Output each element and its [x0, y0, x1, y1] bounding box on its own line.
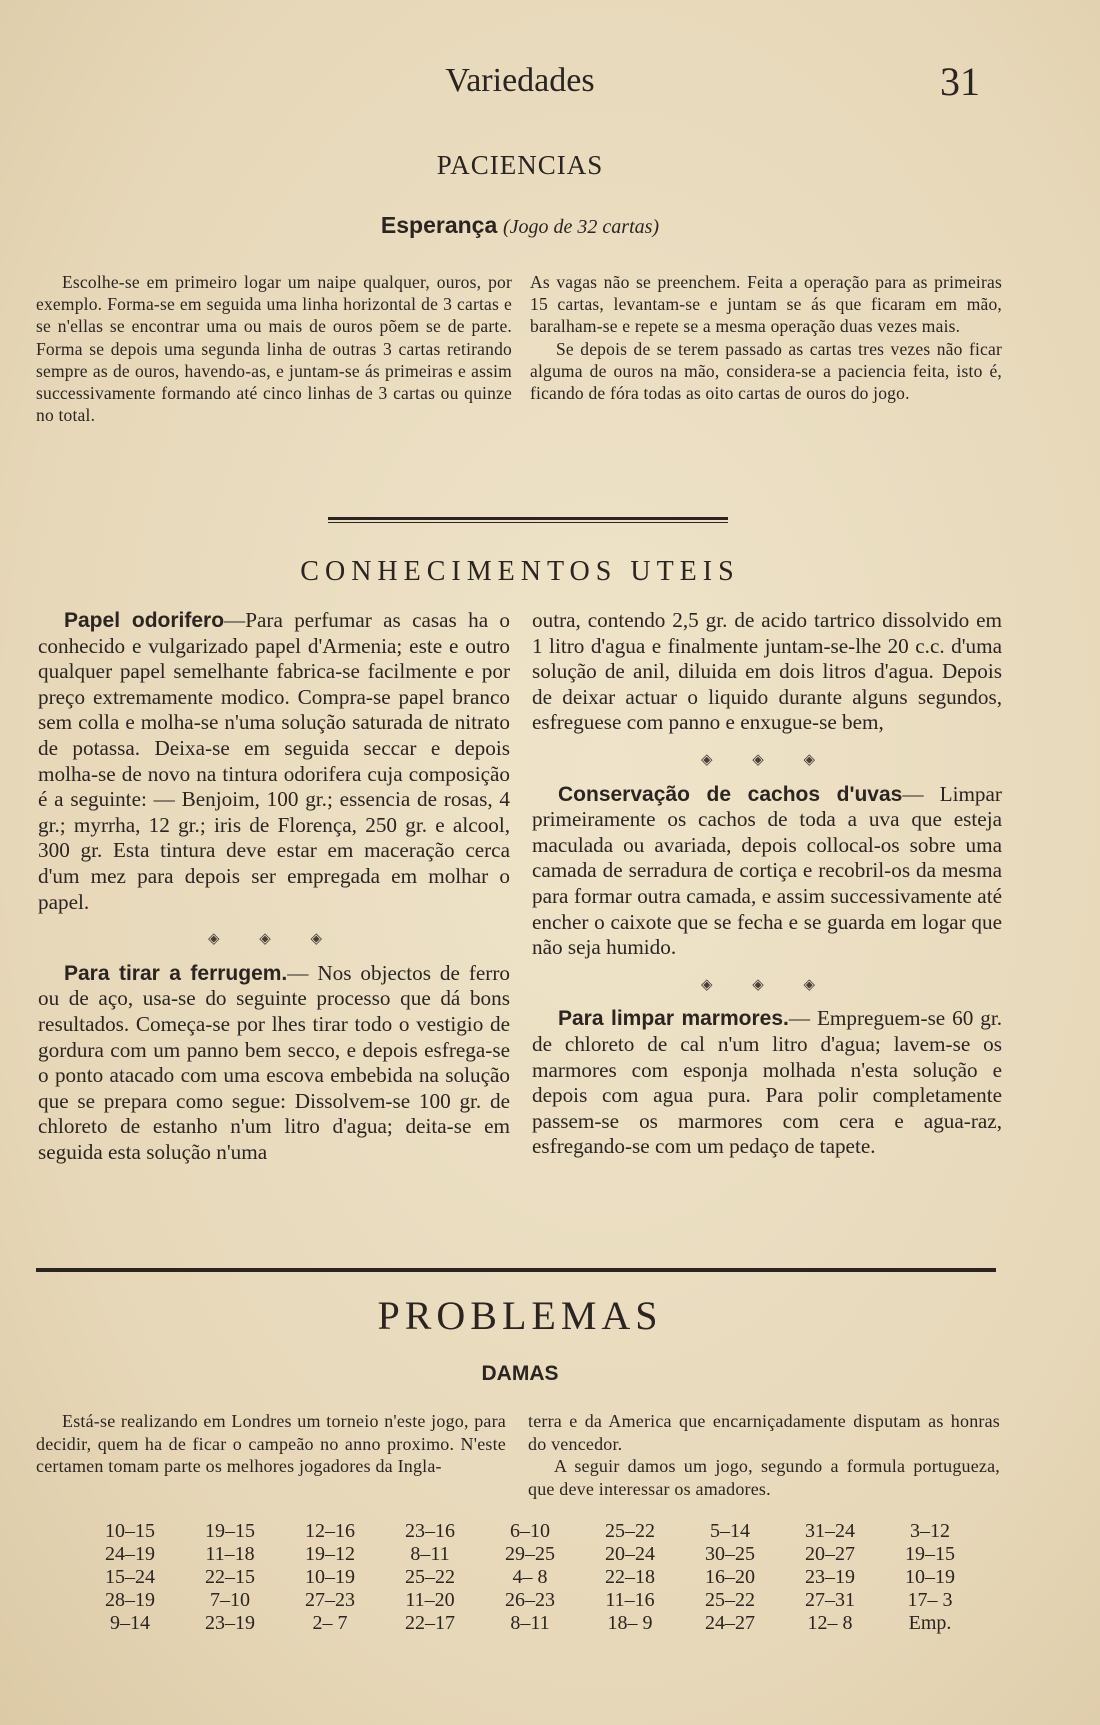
- move-cell: 27–31: [805, 1589, 855, 1611]
- ferrugem-heading: Para tirar a ferrugem.: [64, 961, 288, 985]
- move-cell: 9–14: [110, 1612, 150, 1634]
- papel-heading: Papel odorifero: [64, 609, 225, 632]
- move-cell: Emp.: [908, 1612, 952, 1634]
- move-cell: 6–10: [510, 1520, 550, 1542]
- paragraph: Está-se realizando em Londres um torneio n'este jogo, para decidir, quem ha de ficar o campeão no anno proximo. N'este certamen tomam parte os melhores jogadores da Ingla-: [36, 1411, 506, 1477]
- move-cell: 11–16: [605, 1589, 655, 1611]
- section-title-conhecimentos: CONHECIMENTOS UTEIS: [300, 556, 740, 587]
- marmores-paragraph: [532, 1006, 1002, 1160]
- page-number: 31: [940, 59, 980, 104]
- paragraph: Escolhe-se em primeiro logar um naipe qualquer, ouros, por exemplo. Forma-se em seguida uma linha horizontal de 3 cartas e se n'ellas se encontrar uma ou mais de ouros põem se de parte. Forma se depois uma segunda linha de outras 3 cartas retirando sempre as de ouros, havendo-as, e juntam-se ás primeiras e assim successivamente formando até cinco linhas de 3 cartas ou quinze no total.: [36, 272, 512, 426]
- ferrugem-paragraph: [38, 961, 510, 1166]
- ornament-divider: ◈ ◈ ◈: [207, 931, 341, 948]
- move-cell: 20–24: [605, 1543, 655, 1565]
- move-cell: 22–15: [205, 1566, 255, 1588]
- move-cell: 23–19: [805, 1566, 855, 1588]
- move-cell: 12– 8: [807, 1612, 853, 1634]
- move-cell: 15–24: [105, 1566, 155, 1588]
- move-cell: 23–19: [205, 1612, 255, 1634]
- section-divider-thick: [36, 1268, 996, 1272]
- moves-row: [80, 1612, 980, 1635]
- uvas-heading: Conservação de cachos d'uvas: [558, 782, 903, 806]
- ferrugem-text: — Nos objectos de ferro ou de aço, usa-se do seguinte processo que dá bons resultados. Começa-se por lhes tirar todo o vestigio de gordura com um panno bem secco, e depois esfrega-se o ponto atacado com uma escova embebida na solução que se prepara como segue: Dissolvem-se 100 gr. de chloreto de estanho n'um litro d'agua; deita-se em seguida esta solução n'uma: [38, 960, 510, 1164]
- move-cell: 29–25: [505, 1543, 555, 1565]
- ferrugem-continuation: outra, contendo 2,5 gr. de acido tartrico dissolvido em 1 litro d'agua e finalmente juntam-se-lhe 20 c.c. d'uma solução de anil, diluida em dois litros d'agua. Depois de deixar actuar o liquido durante alguns segundos, esfreguese com panno e enxugue-se bem,: [532, 608, 1002, 735]
- move-cell: 25–22: [405, 1566, 455, 1588]
- problemas-column-left: [36, 1410, 506, 1478]
- move-cell: 11–18: [205, 1543, 255, 1565]
- conhecimentos-column-right: [532, 608, 1002, 1160]
- move-cell: 22–18: [605, 1566, 655, 1588]
- move-cell: 20–27: [805, 1543, 855, 1565]
- papel-paragraph: [38, 608, 510, 915]
- move-cell: 25–22: [705, 1589, 755, 1611]
- subsection-title-esperanca: [0, 212, 1040, 239]
- move-cell: 5–14: [710, 1520, 750, 1542]
- move-cell: 3–12: [910, 1520, 950, 1542]
- move-cell: 28–19: [105, 1589, 155, 1611]
- conhecimentos-column-left: [38, 608, 510, 1165]
- moves-row: [80, 1589, 980, 1612]
- paragraph: A seguir damos um jogo, segundo a formula portugueza, que deve interessar os amadores.: [528, 1456, 1000, 1499]
- paciencias-column-right: [530, 271, 1002, 404]
- move-cell: 17– 3: [907, 1589, 953, 1611]
- move-cell: 25–22: [605, 1520, 655, 1542]
- move-cell: 10–15: [105, 1520, 155, 1542]
- move-cell: 23–16: [405, 1520, 455, 1542]
- running-header-title: Variedades: [445, 62, 595, 99]
- move-cell: 31–24: [805, 1520, 855, 1542]
- move-cell: 19–15: [205, 1520, 255, 1542]
- move-cell: 22–17: [405, 1612, 455, 1634]
- paragraph: As vagas não se preenchem. Feita a operação para as primeiras 15 cartas, levantam-se e juntam se ás que ficaram em mão, baralham-se e repete se a mesma operação duas vezes mais.: [530, 272, 1002, 337]
- papel-text: —Para perfumar as casas ha o conhecido e vulgarizado papel d'Armenia; este e outro qualquer papel semelhante fabrica-se facilmente e por preço extremamente modico. Compra-se papel branco sem colla e molha-se n'uma solução saturada de nitrato de potassa. Deixa-se em seguida seccar e depois molha-se de novo na tintura odorifera cuja composição é a seguinte: — Benjoim, 100 gr.; essencia de rosas, 4 gr.; myrrha, 12 gr.; iris de Florença, 250 gr. e alcool, 300 gr. Esta tintura deve estar em maceração cerca d'um mez para depois ser empregada em molhar o papel.: [38, 608, 511, 914]
- move-cell: 18– 9: [607, 1612, 653, 1634]
- move-cell: 10–19: [905, 1566, 955, 1588]
- move-cell: 10–19: [305, 1566, 355, 1588]
- uvas-text: — Limpar primeiramente os cachos de toda a uva que esteja maculada ou avariada, depois collocal-os sobre uma camada de serradura de cortiça e recobril-os da mesma para formar outra camada, e assim successivamente até encher o caixote que se fecha e se guarda em logar que não seja humido.: [532, 781, 1002, 960]
- paragraph: terra e da America que encarniçadamente disputam as honras do vencedor.: [528, 1411, 1000, 1454]
- subsection-title-damas: DAMAS: [481, 1362, 559, 1385]
- uvas-paragraph: [532, 782, 1002, 961]
- marmores-text: — Empreguem-se 60 gr. de chloreto de cal n'um litro d'agua; lavem-se os marmores com esponja molhada n'esta solução e depois com agua pura. Para polir completamente passem-se os marmores com cera e agua-raz, esfregando-se com um pedaço de tapete.: [532, 1006, 1003, 1159]
- problemas-column-right: [528, 1410, 1000, 1500]
- move-cell: 4– 8: [512, 1566, 548, 1588]
- move-cell: 26–23: [505, 1589, 555, 1611]
- move-cell: 27–23: [305, 1589, 355, 1611]
- move-cell: 24–27: [705, 1612, 755, 1634]
- move-cell: 8–11: [410, 1543, 450, 1565]
- esperanca-name: Esperança: [380, 212, 498, 238]
- move-cell: 2– 7: [312, 1612, 348, 1634]
- section-divider: [328, 517, 728, 523]
- move-cell: 11–20: [405, 1589, 455, 1611]
- moves-row: [80, 1520, 980, 1543]
- move-cell: 8–11: [510, 1612, 550, 1634]
- moves-row: [80, 1543, 980, 1566]
- section-title-paciencias: PACIENCIAS: [436, 150, 604, 180]
- paragraph: Se depois de se terem passado as cartas tres vezes não ficar alguma de ouros na mão, considera-se a paciencia feita, isto é, ficando de fóra todas as oito cartas de ouros do jogo.: [530, 338, 1002, 404]
- move-cell: 12–16: [305, 1520, 355, 1542]
- moves-row: [80, 1566, 980, 1589]
- section-title-problemas: PROBLEMAS: [377, 1293, 663, 1338]
- move-cell: 24–19: [105, 1543, 155, 1565]
- paciencias-column-left: [36, 271, 512, 426]
- move-cell: 19–12: [305, 1543, 355, 1565]
- move-cell: 30–25: [705, 1543, 755, 1565]
- move-cell: 19–15: [905, 1543, 955, 1565]
- ornament-divider: ◈ ◈ ◈: [700, 976, 834, 993]
- damas-moves-table: [80, 1520, 980, 1635]
- move-cell: 16–20: [705, 1566, 755, 1588]
- marmores-heading: Para limpar marmores.: [558, 1007, 789, 1031]
- move-cell: 7–10: [210, 1589, 250, 1611]
- ornament-divider: ◈ ◈ ◈: [700, 751, 834, 768]
- esperanca-note: (Jogo de 32 cartas): [503, 216, 660, 238]
